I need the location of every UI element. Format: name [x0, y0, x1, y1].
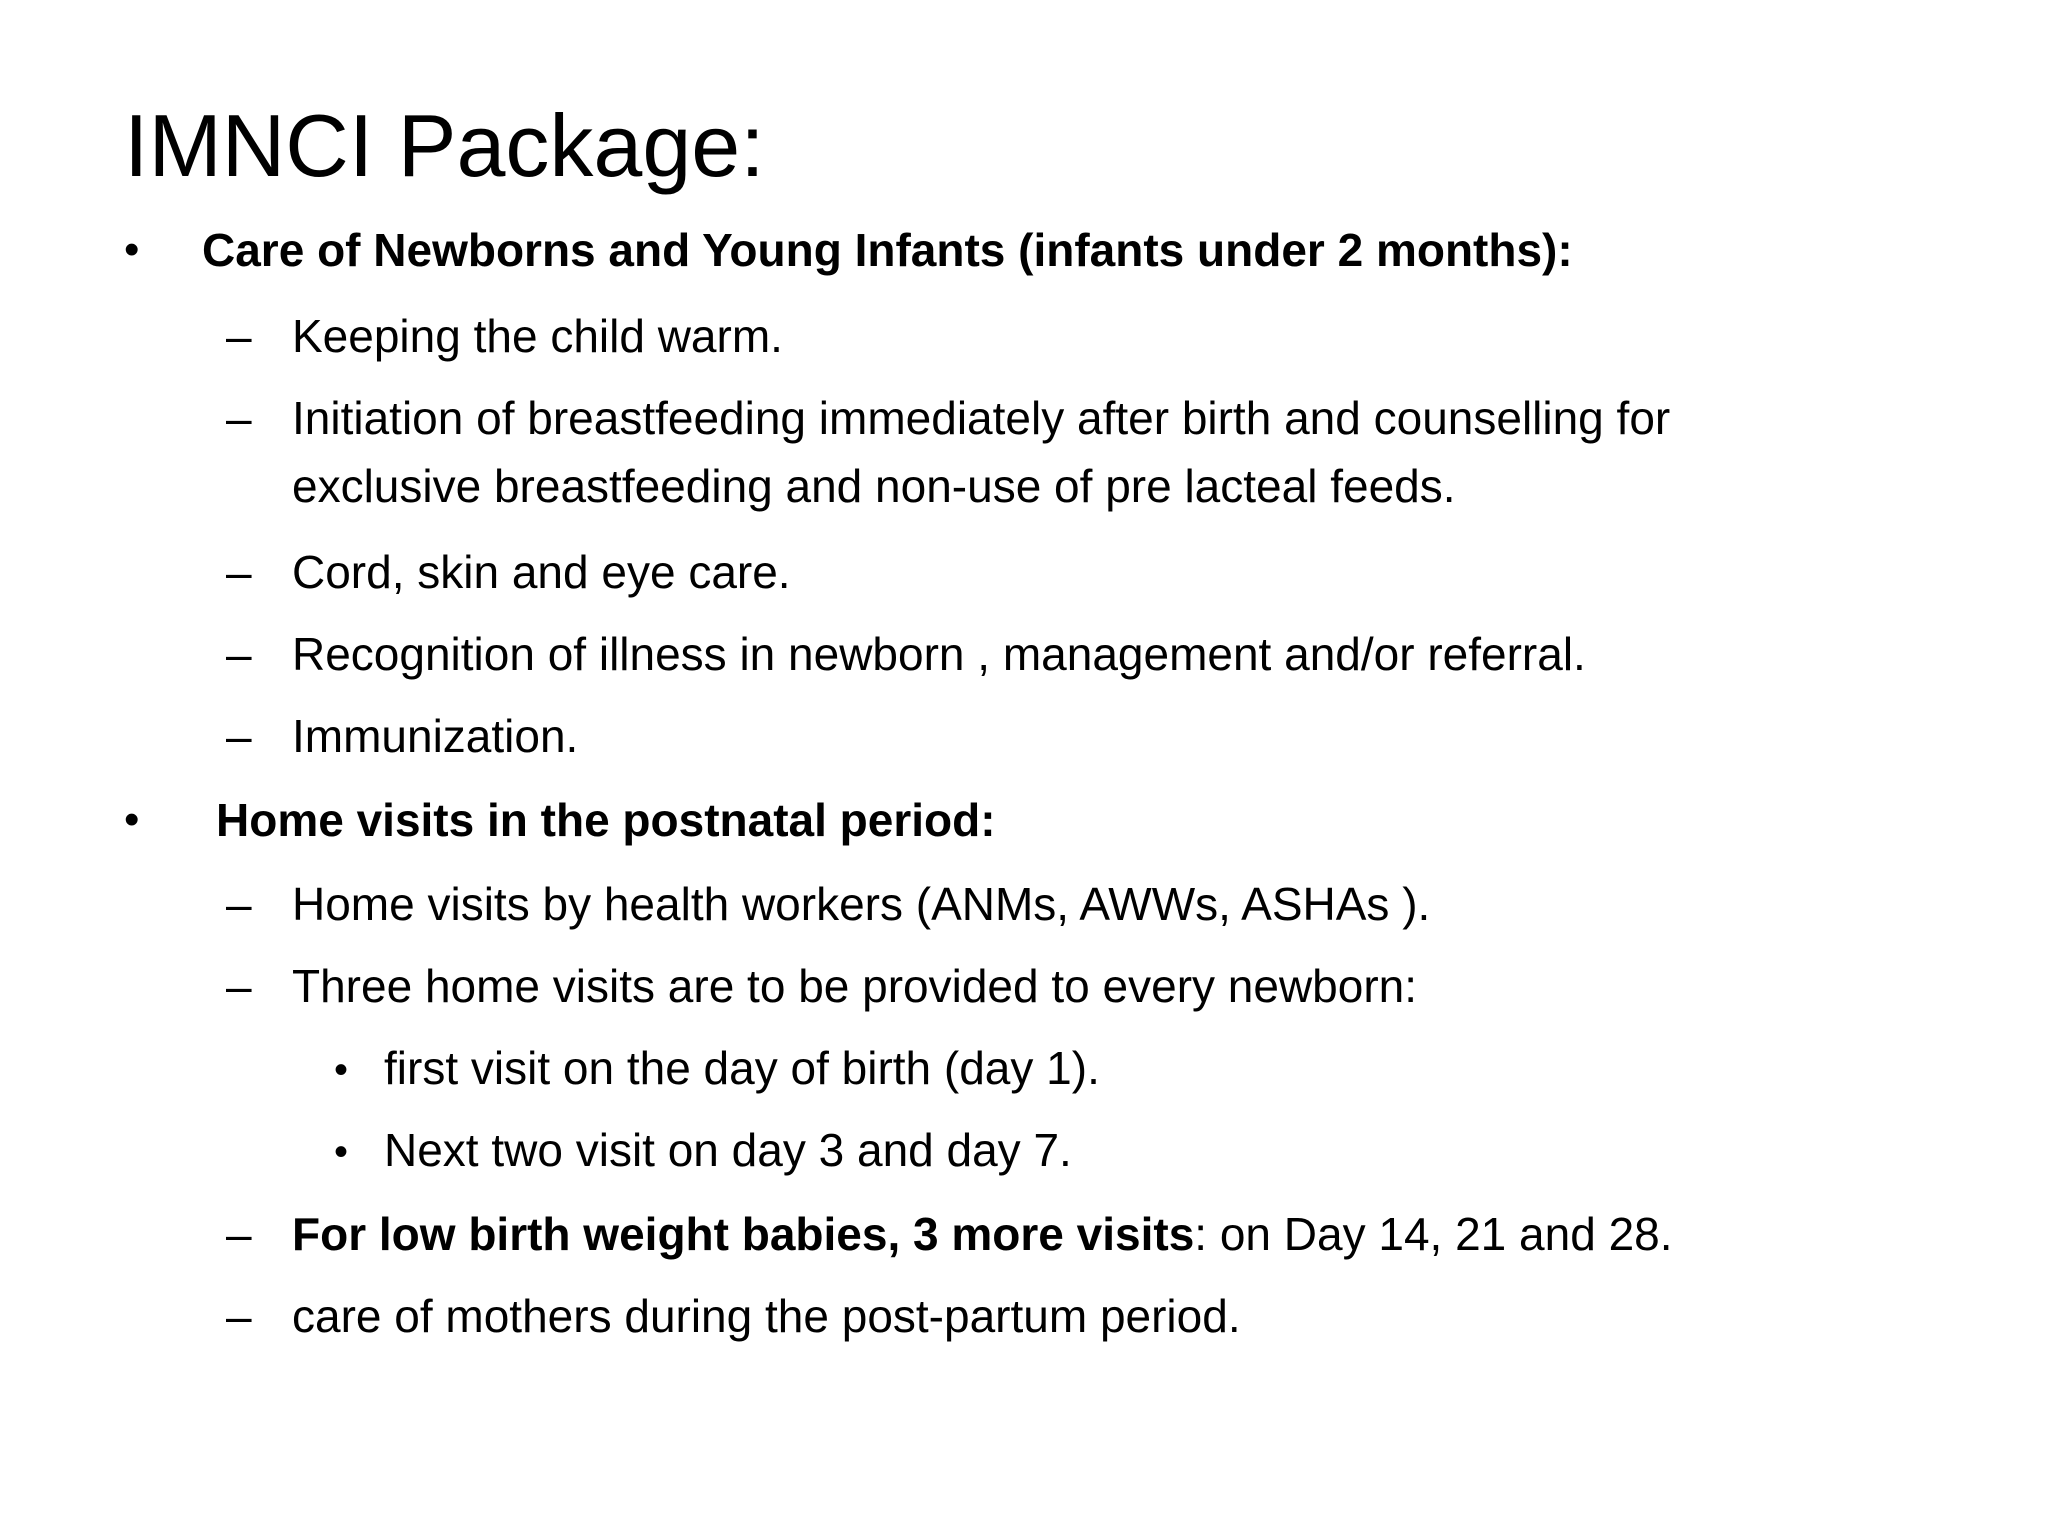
- bullet-marker: •: [334, 1048, 349, 1092]
- sub-list-item: first visit on the day of birth (day 1).: [384, 1042, 1100, 1094]
- bullet-marker: •: [124, 225, 140, 274]
- dash-marker: –: [226, 960, 252, 1012]
- dash-marker: –: [226, 392, 252, 444]
- dash-marker: –: [226, 1290, 252, 1342]
- dash-marker: –: [226, 546, 252, 598]
- dash-marker: –: [226, 710, 252, 762]
- list-item: Three home visits are to be provided to every newborn:: [292, 960, 1418, 1012]
- list-item: Immunization.: [292, 710, 579, 762]
- list-item: Cord, skin and eye care.: [292, 546, 791, 598]
- sub-list-item: Next two visit on day 3 and day 7.: [384, 1124, 1072, 1176]
- list-item: Recognition of illness in newborn , management and/or referral.: [292, 628, 1586, 680]
- list-item-low-birth-weight: [292, 1206, 1673, 1262]
- list-item-continuation: exclusive breastfeeding and non-use of pre lacteal feeds.: [292, 460, 1456, 512]
- list-item: care of mothers during the post-partum period.: [292, 1290, 1241, 1342]
- bullet-marker: •: [334, 1130, 349, 1174]
- section-heading-newborn-care: Care of Newborns and Young Infants (infants under 2 months):: [202, 224, 1573, 276]
- list-item: Initiation of breastfeeding immediately after birth and counselling for: [292, 392, 1671, 444]
- dash-marker: –: [226, 1208, 252, 1260]
- slide-title: IMNCI Package:: [124, 96, 765, 195]
- section-heading-home-visits: Home visits in the postnatal period:: [216, 794, 996, 846]
- bullet-marker: •: [124, 795, 140, 844]
- dash-marker: –: [226, 878, 252, 930]
- emphasis-text: For low birth weight babies, 3 more visits: [292, 1208, 1195, 1260]
- dash-marker: –: [226, 310, 252, 362]
- list-item: Home visits by health workers (ANMs, AWWs, ASHAs ).: [292, 878, 1431, 930]
- list-item-detail: : on Day 14, 21 and 28.: [1194, 1208, 1673, 1260]
- list-item: Keeping the child warm.: [292, 310, 783, 362]
- dash-marker: –: [226, 628, 252, 680]
